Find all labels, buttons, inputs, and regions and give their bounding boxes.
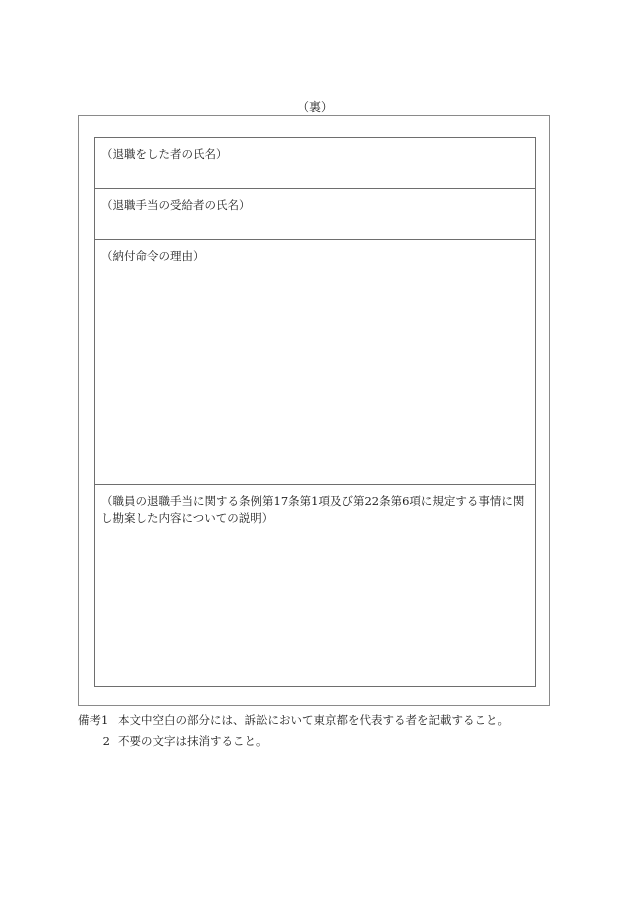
considered-circumstances-label: （職員の退職手当に関する条例第17条第1項及び第22条第6項に規定する事情に関し勘案した内容についての説明） <box>101 494 525 525</box>
remark-1-prefix: 備考1 <box>78 713 109 727</box>
form-table <box>94 137 536 687</box>
page-side-label: （裏） <box>296 100 333 114</box>
recipient-name-label: （退職手当の受給者の氏名） <box>101 198 251 212</box>
payment-order-reason-label: （納付命令の理由） <box>101 249 205 263</box>
remark-2-prefix: 2 <box>102 734 110 748</box>
remark-1 <box>78 710 509 731</box>
retiree-name-label: （退職をした者の氏名） <box>101 147 228 161</box>
remarks-section <box>78 710 509 752</box>
considered-circumstances-field[interactable] <box>95 485 535 686</box>
recipient-name-field[interactable] <box>95 189 535 240</box>
payment-order-reason-field[interactable] <box>95 240 535 485</box>
remark-2-text: 不要の文字は抹消すること。 <box>118 734 268 748</box>
retiree-name-field[interactable] <box>95 138 535 189</box>
remark-2 <box>78 731 509 752</box>
remark-1-text: 本文中空白の部分には、訴訟において東京都を代表する者を記載すること。 <box>118 713 509 727</box>
